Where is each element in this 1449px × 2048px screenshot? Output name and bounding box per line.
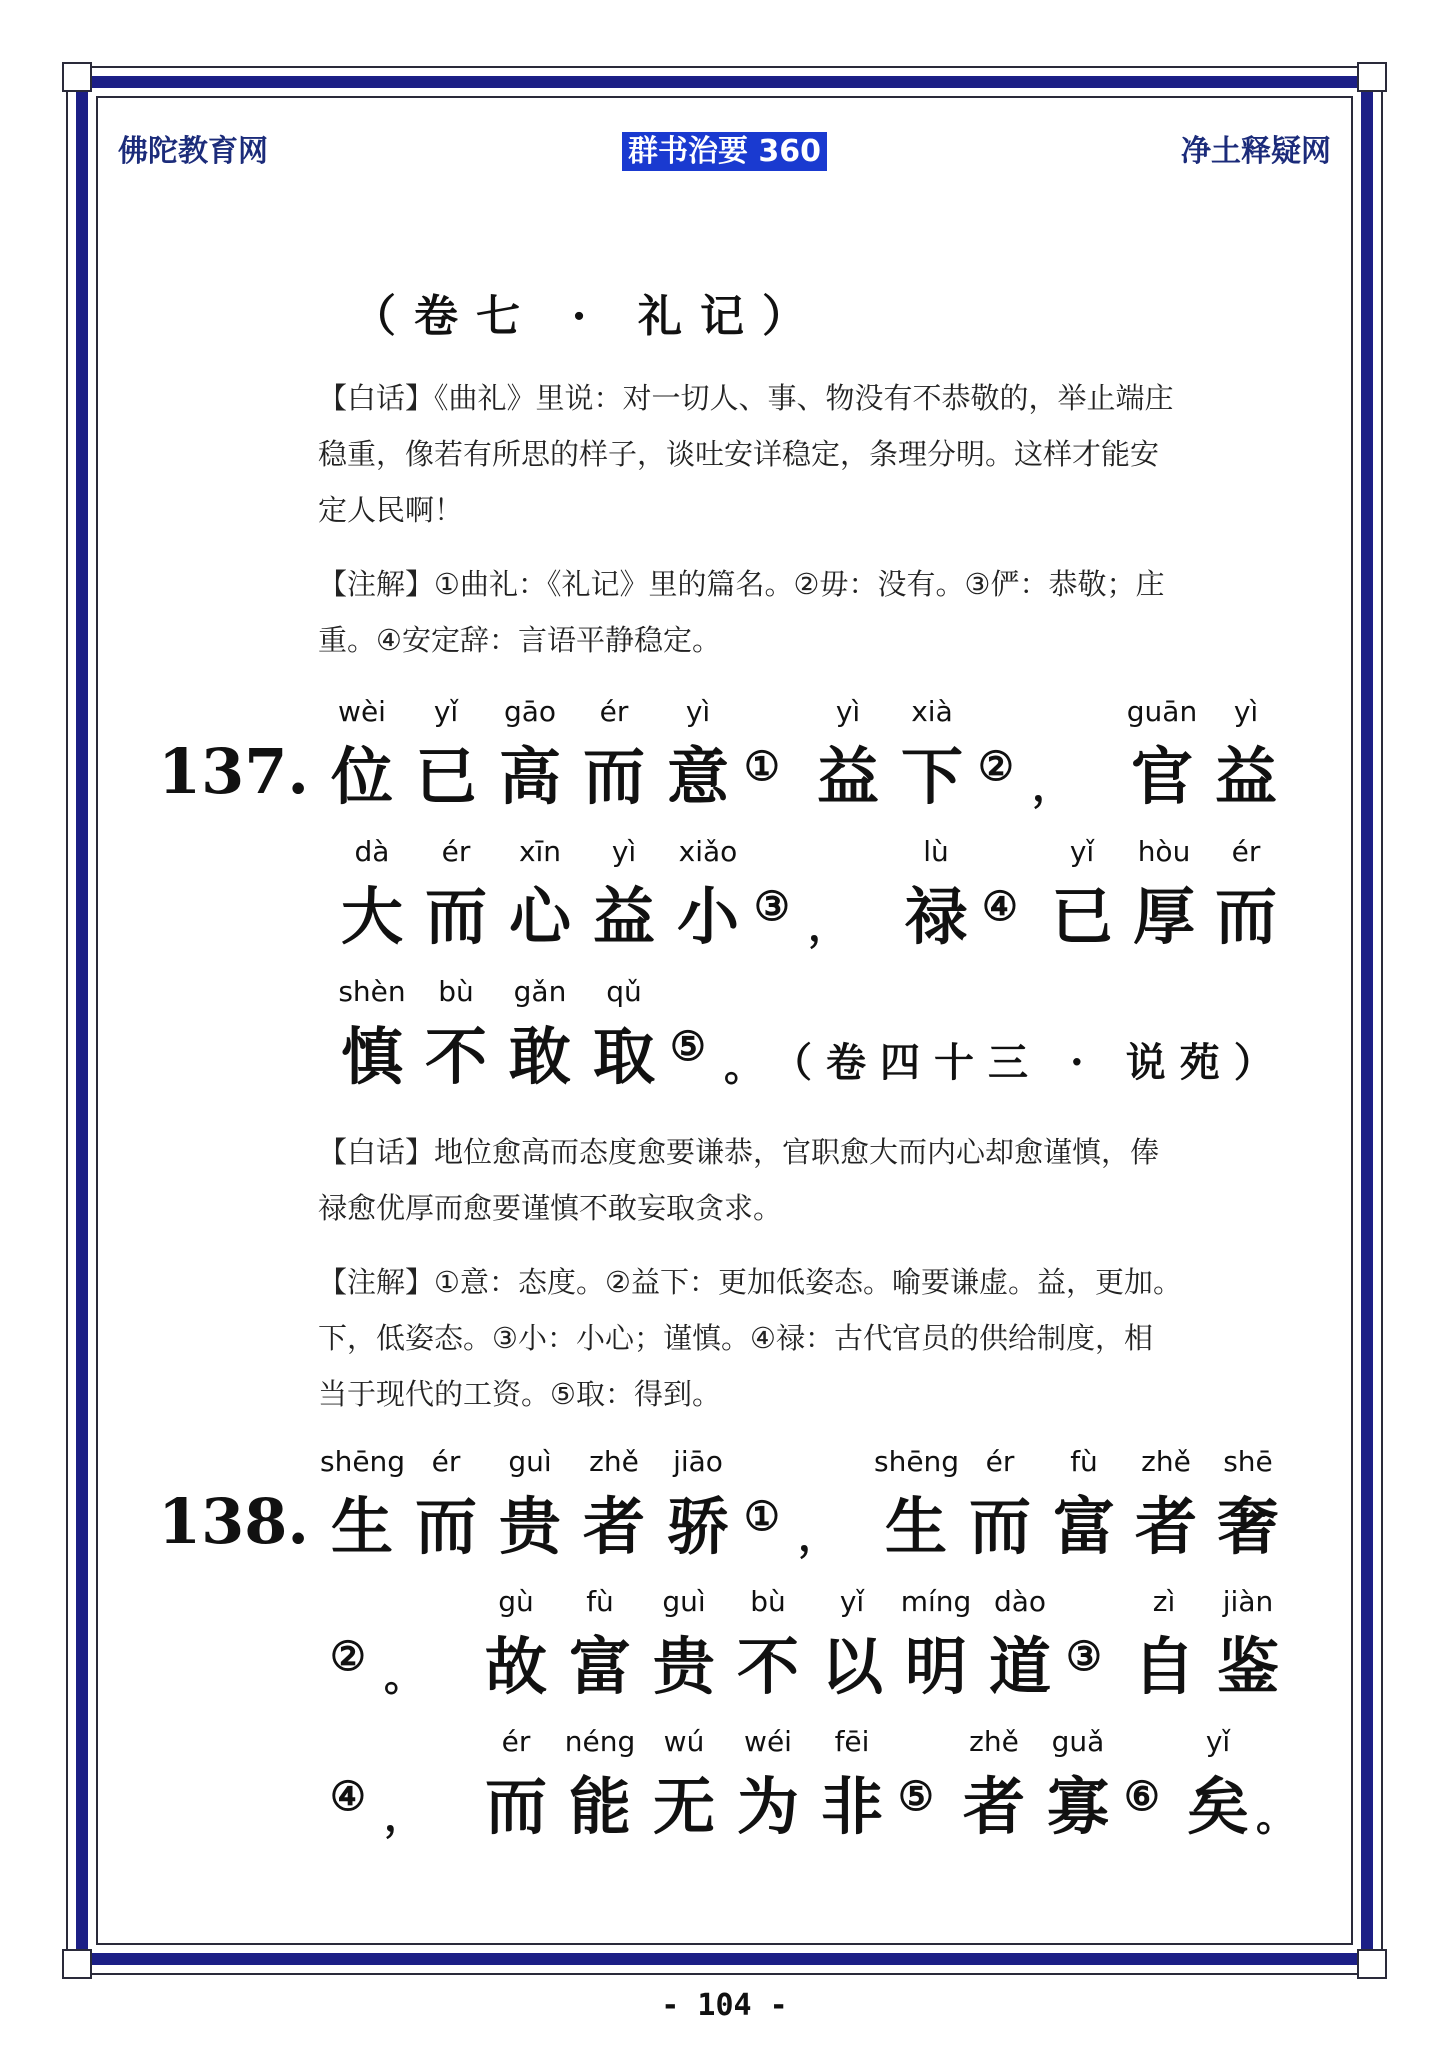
footnote-mark: ⑤	[898, 1773, 934, 1820]
char	[952, 1725, 1036, 1847]
pinyin: wéi	[744, 1725, 792, 1758]
char	[1122, 1585, 1206, 1707]
pinyin: zhě	[1141, 1445, 1191, 1478]
char	[498, 835, 582, 957]
e137-line-2	[0, 835, 1449, 953]
pinyin: ér	[441, 835, 471, 868]
char	[642, 1725, 726, 1847]
pinyin: bù	[750, 1585, 786, 1618]
char	[558, 1725, 642, 1847]
char	[330, 975, 414, 1097]
char	[582, 835, 666, 957]
e137-source: （卷四十三 · 说苑）	[772, 1039, 1288, 1086]
hanzi: 贵	[652, 1630, 715, 1703]
char	[414, 975, 498, 1097]
pinyin: xià	[911, 695, 953, 728]
hanzi: 高	[498, 740, 561, 813]
e137-zhujie-line: 【注解】①意：态度。②益下：更加低姿态。喻要谦虚。益，更加。	[318, 1265, 1182, 1299]
pinyin: yì	[685, 695, 711, 728]
pinyin: wú	[663, 1725, 705, 1758]
char	[1124, 1445, 1208, 1567]
pinyin: ér	[431, 1445, 461, 1478]
pinyin: jiàn	[1222, 1585, 1274, 1618]
pinyin: dào	[993, 1585, 1047, 1618]
hanzi: 道	[988, 1630, 1051, 1703]
hanzi: 禄	[904, 880, 967, 953]
pinyin: xiǎo	[678, 835, 738, 868]
pinyin: yǐ	[1205, 1725, 1231, 1758]
hanzi: 富	[568, 1630, 631, 1703]
char	[726, 1585, 810, 1707]
p1-baihua-line: 稳重，像若有所思的样子，谈吐安详稳定，条理分明。这样才能安	[318, 437, 1160, 471]
hanzi: 明	[904, 1630, 967, 1703]
hanzi: 已	[414, 740, 477, 813]
char	[810, 1725, 894, 1847]
char	[572, 1445, 656, 1567]
char	[414, 835, 498, 957]
footnote-mark: ③	[754, 883, 790, 930]
footnote-mark: ④	[330, 1773, 366, 1820]
e137-baihua-line: 禄愈优厚而愈要谨慎不敢妄取贪求。	[318, 1191, 783, 1225]
char	[474, 1725, 558, 1847]
pinyin: bù	[438, 975, 474, 1008]
e137-zhujie-line: 当于现代的工资。⑤取：得到。	[318, 1377, 721, 1411]
hanzi: 富	[1052, 1490, 1115, 1563]
char	[978, 1585, 1062, 1707]
char	[874, 1445, 958, 1567]
p1-zhujie	[318, 556, 1308, 668]
char	[572, 695, 656, 817]
hanzi: 者	[582, 1490, 645, 1563]
p1-baihua-line: 【白话】《曲礼》里说：对一切人、事、物没有不恭敬的，举止端庄	[318, 381, 1174, 415]
char	[1206, 1445, 1290, 1567]
punctuation-mark: ，	[384, 1793, 424, 1840]
pinyin: gù	[498, 1585, 534, 1618]
hanzi: 取	[592, 1020, 655, 1093]
pinyin: lù	[923, 835, 949, 868]
pinyin: fēi	[834, 1725, 870, 1758]
char	[656, 695, 740, 817]
hanzi: 寡	[1046, 1770, 1109, 1843]
frame-corner-top-right	[1357, 62, 1387, 92]
e137-baihua-line: 【白话】地位愈高而态度愈要谦恭，官职愈大而内心却愈谨慎，俸	[318, 1135, 1160, 1169]
char	[1042, 1445, 1126, 1567]
pinyin: shēng	[320, 1445, 406, 1478]
frame-corner-bottom-right	[1357, 1949, 1387, 1979]
char	[642, 1585, 726, 1707]
pinyin: qǔ	[606, 975, 642, 1008]
pinyin: xīn	[518, 835, 562, 868]
hanzi: 故	[484, 1630, 547, 1703]
p1-zhujie-line: 【注解】①曲礼：《礼记》里的篇名。②毋：没有。③俨：恭敬；庄	[318, 567, 1165, 601]
pinyin: yì	[1233, 695, 1259, 728]
hanzi: 下	[900, 740, 963, 813]
hanzi: 以	[820, 1630, 883, 1703]
e138-line-3	[0, 1725, 1449, 1843]
hanzi: 意	[666, 740, 729, 813]
hanzi: 厚	[1132, 880, 1195, 953]
char	[1122, 835, 1206, 957]
punctuation-mark: ，	[808, 903, 848, 950]
char	[1206, 1585, 1290, 1707]
pinyin: yì	[611, 835, 637, 868]
pinyin: yǐ	[1069, 835, 1095, 868]
hanzi: 敢	[508, 1020, 571, 1093]
footnote-mark: ⑤	[670, 1023, 706, 1070]
e137-number: 137.	[158, 735, 310, 808]
pinyin: guǎ	[1051, 1725, 1105, 1758]
char	[1036, 1725, 1120, 1847]
char	[894, 1585, 978, 1707]
char	[330, 835, 414, 957]
hanzi: 已	[1050, 880, 1113, 953]
pinyin: dà	[354, 835, 390, 868]
char	[1120, 695, 1204, 817]
pinyin: guì	[662, 1585, 706, 1618]
hanzi: 而	[424, 880, 487, 953]
char	[320, 695, 404, 817]
pinyin: yǐ	[433, 695, 459, 728]
hanzi: 者	[1134, 1490, 1197, 1563]
pinyin: fù	[1070, 1445, 1098, 1478]
footnote-mark: ⑥	[1124, 1773, 1160, 1820]
section-source-title: （卷七 · 礼记）	[352, 291, 824, 342]
footnote-mark: ①	[744, 743, 780, 790]
hanzi: 非	[820, 1770, 883, 1843]
pinyin: ér	[599, 695, 629, 728]
char	[1176, 1725, 1260, 1847]
hanzi: 而	[582, 740, 645, 813]
hanzi: 无	[652, 1770, 715, 1843]
pinyin: guān	[1126, 695, 1198, 728]
hanzi: 小	[676, 880, 739, 953]
hanzi: 而	[484, 1770, 547, 1843]
hanzi: 位	[330, 740, 393, 813]
hanzi: 生	[884, 1490, 947, 1563]
hanzi: 大	[340, 880, 403, 953]
pinyin: shèn	[338, 975, 406, 1008]
footnote-mark: ③	[1066, 1633, 1102, 1680]
pinyin: ér	[985, 1445, 1015, 1478]
hanzi: 益	[592, 880, 655, 953]
frame-corner-top-left	[62, 62, 92, 92]
pinyin: guì	[508, 1445, 552, 1478]
pinyin: zì	[1152, 1585, 1176, 1618]
pinyin: zhě	[589, 1445, 639, 1478]
punctuation-mark: 。	[1256, 1793, 1296, 1840]
p1-baihua	[318, 370, 1308, 538]
hanzi: 而	[1214, 880, 1277, 953]
char	[582, 975, 666, 1097]
char	[810, 1585, 894, 1707]
header-right-site: 净土释疑网	[1181, 134, 1331, 169]
char	[558, 1585, 642, 1707]
e138-line-2	[0, 1585, 1449, 1703]
char	[1204, 835, 1288, 957]
hanzi: 益	[816, 740, 879, 813]
hanzi: 心	[508, 880, 571, 953]
char	[488, 695, 572, 817]
footnote-mark: ②	[330, 1633, 366, 1680]
pinyin: wèi	[338, 695, 386, 728]
char	[498, 975, 582, 1097]
char	[320, 1445, 404, 1567]
footnote-mark: ①	[744, 1493, 780, 1540]
hanzi: 慎	[340, 1020, 403, 1093]
p1-zhujie-line: 重。④安定辞：言语平静稳定。	[318, 623, 721, 657]
hanzi: 不	[424, 1020, 487, 1093]
pinyin: gǎn	[513, 975, 567, 1008]
pinyin: hòu	[1137, 835, 1191, 868]
pinyin: néng	[564, 1725, 636, 1758]
char	[404, 695, 488, 817]
char	[474, 1585, 558, 1707]
pinyin: fù	[586, 1585, 614, 1618]
pinyin: yǐ	[839, 1585, 865, 1618]
char	[894, 835, 978, 957]
e137-line-3	[0, 975, 1449, 1093]
hanzi: 生	[330, 1490, 393, 1563]
char	[890, 695, 974, 817]
hanzi: 而	[414, 1490, 477, 1563]
pinyin: shēng	[874, 1445, 960, 1478]
frame-corner-bottom-left	[62, 1949, 92, 1979]
char	[656, 1445, 740, 1567]
punctuation-mark: 。	[724, 1043, 764, 1090]
hanzi: 而	[968, 1490, 1031, 1563]
header-title-text: 群书治要 360	[622, 132, 827, 171]
char	[488, 1445, 572, 1567]
char	[726, 1725, 810, 1847]
e138-line-1	[0, 1445, 1449, 1563]
hanzi: 能	[568, 1770, 631, 1843]
pinyin: ér	[501, 1725, 531, 1758]
hanzi: 矣	[1186, 1770, 1249, 1843]
e137-line-1	[0, 695, 1449, 813]
char	[806, 695, 890, 817]
pinyin: yì	[835, 695, 861, 728]
char	[666, 835, 750, 957]
pinyin: jiāo	[673, 1445, 723, 1478]
hanzi: 贵	[498, 1490, 561, 1563]
page-number: - 104 -	[661, 1988, 788, 2023]
hanzi: 益	[1214, 740, 1277, 813]
char	[404, 1445, 488, 1567]
hanzi: 骄	[666, 1490, 729, 1563]
char	[1040, 835, 1124, 957]
hanzi: 鉴	[1216, 1630, 1279, 1703]
char	[1204, 695, 1288, 817]
pinyin: míng	[900, 1585, 972, 1618]
footnote-mark: ②	[978, 743, 1014, 790]
e137-zhujie-line: 下，低姿态。③小：小心；谨慎。④禄：古代官员的供给制度，相	[318, 1321, 1153, 1355]
pinyin: zhě	[969, 1725, 1019, 1758]
hanzi: 者	[962, 1770, 1025, 1843]
header-left-site: 佛陀教育网	[118, 134, 268, 169]
punctuation-mark: 。	[384, 1653, 424, 1700]
char	[958, 1445, 1042, 1567]
e137-baihua	[318, 1124, 1308, 1236]
hanzi: 官	[1130, 740, 1193, 813]
pinyin: gāo	[503, 695, 557, 728]
e138-number: 138.	[158, 1485, 310, 1558]
hanzi: 不	[736, 1630, 799, 1703]
pinyin: shē	[1223, 1445, 1273, 1478]
hanzi: 为	[736, 1770, 799, 1843]
punctuation-mark: ，	[798, 1513, 838, 1560]
p1-baihua-line: 定人民啊！	[318, 493, 464, 527]
footnote-mark: ④	[982, 883, 1018, 930]
hanzi: 自	[1132, 1630, 1195, 1703]
pinyin: ér	[1231, 835, 1261, 868]
hanzi: 奢	[1216, 1490, 1279, 1563]
punctuation-mark: ，	[1032, 763, 1072, 810]
e137-zhujie	[318, 1254, 1308, 1422]
